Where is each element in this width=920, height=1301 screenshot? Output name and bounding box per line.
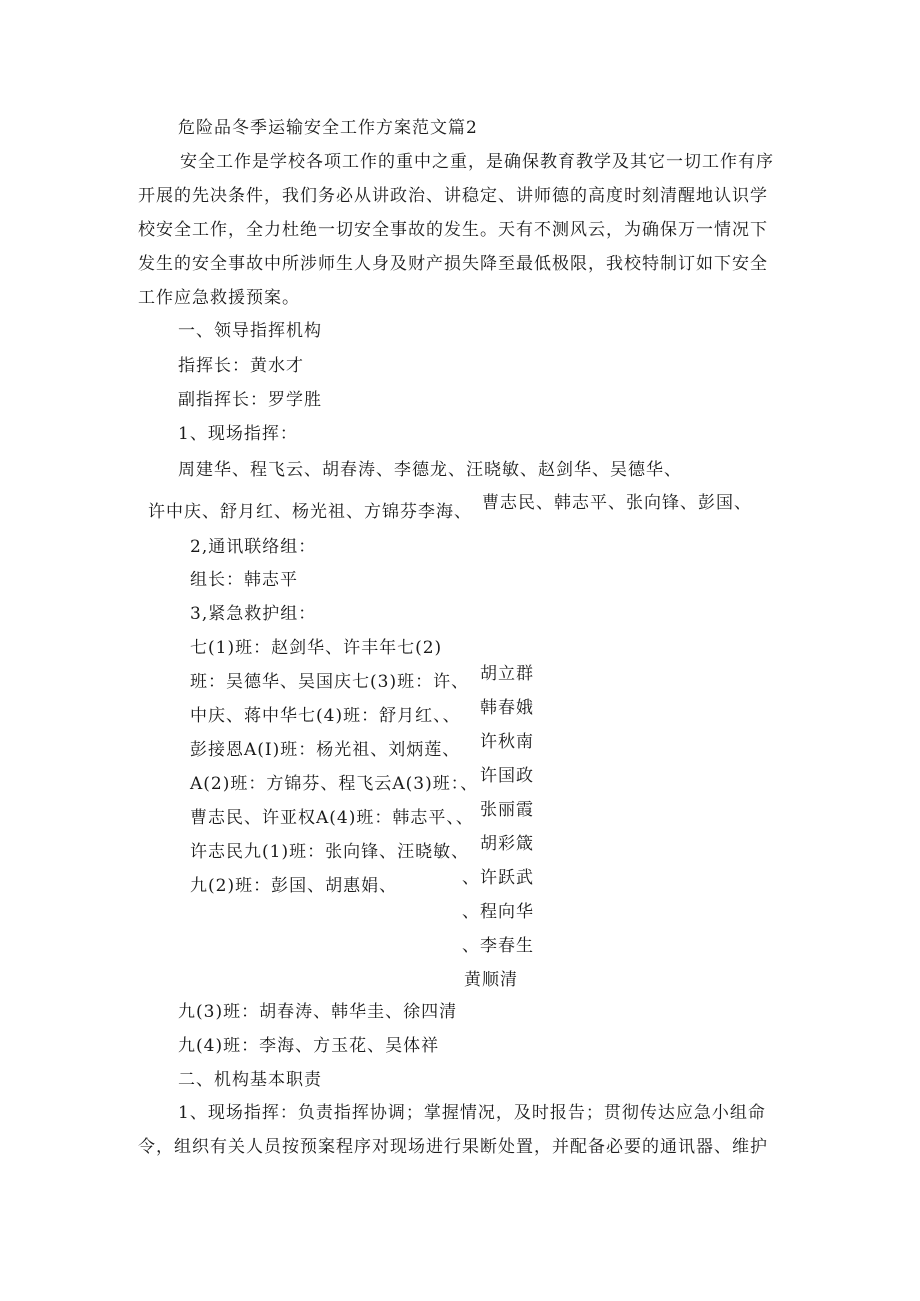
class-line: 许志民九(1)班：张向锋、汪晓敏、 — [190, 842, 470, 862]
commander-line: 指挥长：黄水才 — [178, 356, 304, 376]
name-line-clipped: 黄顺清 — [464, 970, 518, 990]
name-line: 许国政 — [480, 766, 534, 786]
name-line: 韩春娥 — [480, 698, 534, 718]
intro-line: 开展的先决条件，我们务必从讲政治、讲稳定、讲师德的高度时刻清醒地认识学 — [138, 186, 768, 206]
duty1-paragraph — [138, 1096, 768, 1164]
name-line: 张丽霞 — [480, 800, 534, 820]
class-line: 班：吴德华、吴国庆七(3)班：许、 — [190, 672, 470, 692]
name-line: 胡彩箴 — [480, 834, 534, 854]
class-9-4-line: 九(4)班：李海、方玉花、吴体祥 — [178, 1036, 440, 1056]
item1-names-line2a: 许中庆、舒月红、杨光祖、方锦芬李海、 — [148, 502, 472, 522]
intro-line: 发生的安全事故中所涉师生人身及财产损失降至最低极限，我校特制订如下安全 — [138, 254, 768, 274]
class-line: 中庆、蒋中华七(4)班：舒月红、、 — [190, 706, 461, 726]
intro-paragraph — [138, 145, 774, 315]
name-line: 、许跃武 — [462, 868, 534, 888]
class-line: A(2)班：方锦芬、程飞云A(3)班：、 — [190, 774, 479, 794]
item3-left-column — [190, 631, 478, 903]
item2-leader: 组长：韩志平 — [190, 570, 298, 590]
class-line: 彭接恩A(I)班：杨光祖、刘炳莲、 — [190, 740, 461, 760]
section-heading-1: 一、领导指挥机构 — [178, 321, 322, 341]
name-line: 、李春生 — [462, 936, 534, 956]
item3-heading: 3,紧急救护组： — [190, 604, 317, 624]
name-line: 、程向华 — [462, 902, 534, 922]
name-line: 许秋南 — [480, 732, 534, 752]
class-line: 九(2)班：彭国、胡惠娟、 — [190, 876, 398, 896]
item1-names-line2b: 曹志民、韩志平、张向锋、彭国、 — [482, 493, 752, 513]
duty-line: 1、现场指挥：负责指挥协调；掌握情况，及时报告；贯彻传达应急小组命 — [178, 1103, 766, 1123]
intro-line: 工作应急救援预案。 — [138, 288, 300, 308]
item1-heading: 1、现场指挥： — [178, 424, 298, 444]
class-9-3-line: 九(3)班：胡春涛、韩华圭、徐四清 — [178, 1002, 458, 1022]
section-heading-2: 二、机构基本职责 — [178, 1070, 322, 1090]
class-line: 曹志民、许亚权A(4)班：韩志平、、 — [190, 808, 474, 828]
item3-right-column — [462, 657, 562, 991]
name-line: 胡立群 — [480, 664, 534, 684]
document-title: 危险品冬季运输安全工作方案范文篇2 — [178, 118, 478, 138]
item1-names-line1: 周建华、程飞云、胡春涛、李德龙、汪晓敏、赵剑华、吴德华、 — [178, 460, 682, 480]
vice-commander-line: 副指挥长：罗学胜 — [178, 390, 322, 410]
item2-heading: 2,通讯联络组： — [190, 537, 317, 557]
class-line: 七(1)班：赵剑华、许丰年七(2) — [190, 638, 443, 658]
duty-line: 令，组织有关人员按预案程序对现场进行果断处置，并配备必要的通讯器、维护 — [138, 1137, 768, 1157]
intro-line: 安全工作是学校各项工作的重中之重，是确保教育教学及其它一切工作有序 — [180, 152, 774, 172]
intro-line: 校安全工作，全力杜绝一切安全事故的发生。天有不测风云，为确保万一情况下 — [138, 220, 768, 240]
